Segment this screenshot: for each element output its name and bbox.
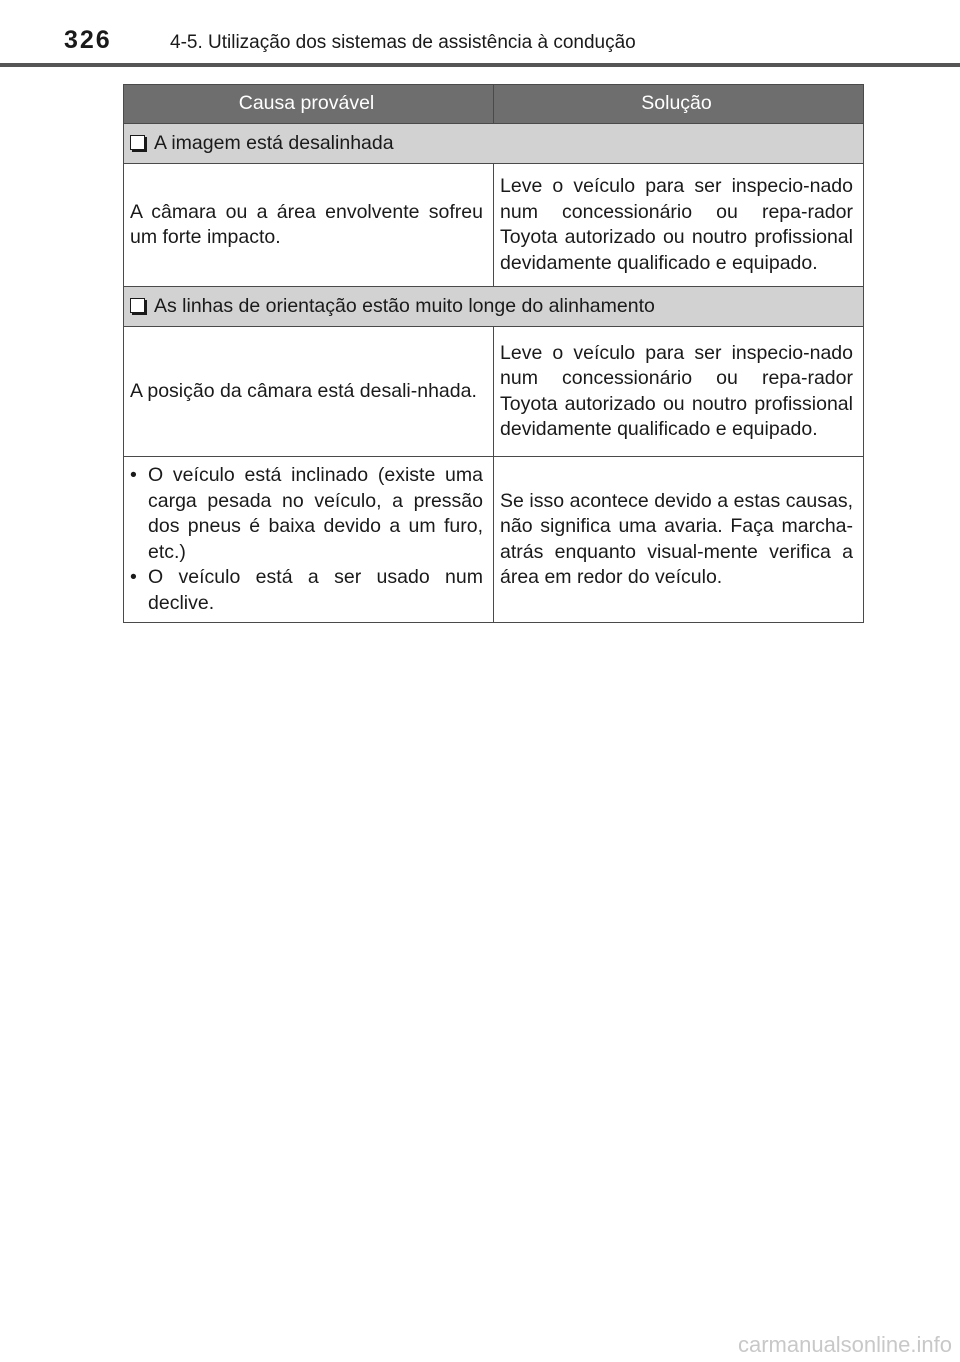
- table-header-row: [124, 85, 864, 124]
- table-row: [124, 327, 864, 457]
- solution-cell: Leve o veículo para ser inspecio-nado num concessionário ou repa-rador Toyota autorizado ou noutro profissional devidamente qualificado e equipado.: [494, 327, 864, 457]
- cause-bullet-list: [130, 463, 483, 616]
- page-header: [0, 0, 960, 68]
- group-header: [124, 124, 864, 164]
- section-title: 4-5. Utilização dos sistemas de assistência à condução: [170, 32, 636, 53]
- cause-cell: A posição da câmara está desali-nhada.: [124, 327, 494, 457]
- bullet-item: • O veículo está a ser usado num declive.: [130, 565, 483, 616]
- page-number: 326: [64, 26, 112, 54]
- table-row: [124, 164, 864, 287]
- group-header: [124, 287, 864, 327]
- site-watermark: carmanualsonline.info: [737, 1332, 952, 1357]
- troubleshooting-table: [123, 84, 864, 623]
- table-row: [124, 457, 864, 623]
- checkbox-icon: [130, 298, 145, 313]
- group-header-row: [124, 124, 864, 164]
- solution-cell: Se isso acontece devido a estas causas, não significa uma avaria. Faça marcha-atrás enquanto visual-mente verifica a área em redor do veículo.: [494, 457, 864, 623]
- group-header-row: [124, 287, 864, 327]
- group-title: A imagem está desalinhada: [154, 131, 394, 154]
- header-divider: [0, 63, 960, 67]
- cause-cell: [124, 457, 494, 623]
- column-header-cause: Causa provável: [124, 85, 494, 124]
- checkbox-icon: [130, 135, 145, 150]
- group-title: As linhas de orientação estão muito longe do alinhamento: [154, 294, 655, 317]
- cause-cell: A câmara ou a área envolvente sofreu um forte impacto.: [124, 164, 494, 287]
- bullet-item: • O veículo está inclinado (existe uma carga pesada no veículo, a pressão dos pneus é baixa devido a um furo, etc.): [130, 463, 483, 565]
- solution-cell: Leve o veículo para ser inspecio-nado num concessionário ou repa-rador Toyota autorizado ou noutro profissional devidamente qualificado e equipado.: [494, 164, 864, 287]
- column-header-solution: Solução: [494, 85, 864, 124]
